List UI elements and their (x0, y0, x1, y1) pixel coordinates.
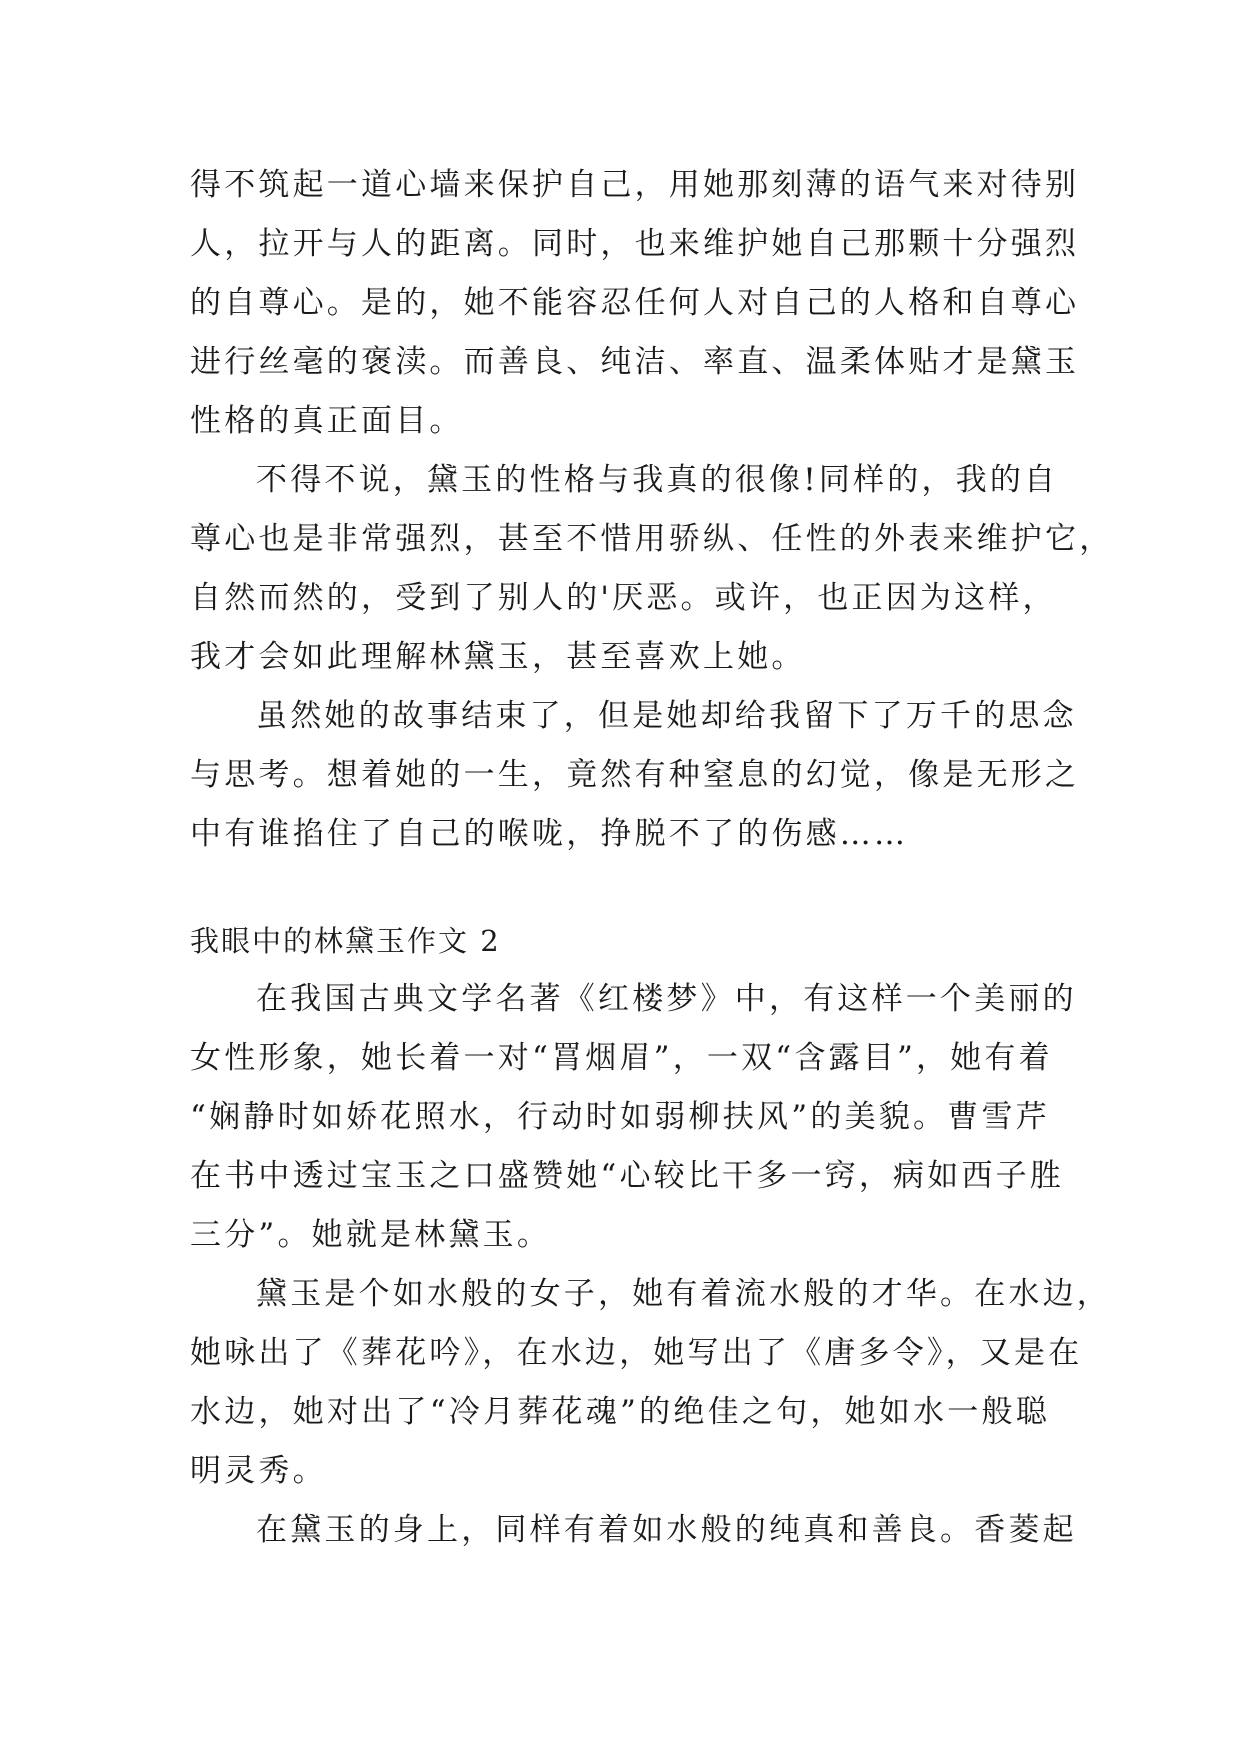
text-line: 人，拉开与人的距离。同时，也来维护她自己那颗十分强烈 (190, 226, 1080, 262)
text-line: 与思考。想着她的一生，竟然有种窒息的幻觉，像是无形之 (190, 757, 1080, 793)
text-line: 她咏出了《葬花吟》，在水边，她写出了《唐多令》，又是在 (190, 1335, 1083, 1371)
text-line: 进行丝毫的褒渎。而善良、纯洁、率直、温柔体贴才是黛玉 (190, 344, 1080, 380)
paragraph-3 (190, 687, 1080, 864)
text-line: 黛玉是个如水般的女子，她有着流水般的才华。在水边， (256, 1276, 1111, 1312)
text-line: “娴静时如娇花照水，行动时如弱柳扶风”的美貌。曹雪芹 (190, 1099, 1050, 1135)
text-line: 女性形象，她长着一对“罥烟眉”，一双“含露目”，她有着 (190, 1040, 1053, 1076)
text-line: 明灵秀。 (190, 1453, 327, 1489)
text-line: 中有谁掐住了自己的喉咙，挣脱不了的伤感…… (190, 816, 909, 852)
text-line: 的自尊心。是的，她不能容忍任何人对自己的人格和自尊心 (190, 285, 1080, 321)
text-line: 三分”。她就是林黛玉。 (190, 1217, 552, 1253)
text-line: 在黛玉的身上，同样有着如水般的纯真和善良。香菱起 (256, 1512, 1077, 1548)
text-line: 我才会如此理解林黛玉，甚至喜欢上她。 (190, 639, 806, 675)
text-line: 不得不说，黛玉的性格与我真的很像!同样的，我的自 (256, 462, 1059, 498)
section-heading (190, 912, 1050, 971)
text-line: 在我国古典文学名著《红楼梦》中，有这样一个美丽的 (256, 981, 1077, 1017)
text-line: 自然而然的，受到了别人的'厌恶。或许，也正因为这样， (190, 580, 1057, 616)
paragraph-6 (190, 1501, 1077, 1560)
paragraph-2 (190, 451, 1114, 687)
paragraph-4 (190, 970, 1077, 1265)
section-title: 我眼中的林黛玉作文 2 (190, 924, 501, 958)
paragraph-5 (190, 1265, 1111, 1501)
text-line: 尊心也是非常强烈，甚至不惜用骄纵、任性的外表来维护它， (190, 521, 1114, 557)
text-line: 性格的真正面目。 (190, 403, 464, 439)
text-line: 虽然她的故事结束了，但是她却给我留下了万千的思念 (256, 698, 1077, 734)
text-line: 得不筑起一道心墙来保护自己，用她那刻薄的语气来对待别 (190, 167, 1080, 203)
paragraph-1 (190, 156, 1080, 451)
text-line: 水边，她对出了“冷月葬花魂”的绝佳之句，她如水一般聪 (190, 1394, 1050, 1430)
text-line: 在书中透过宝玉之口盛赞她“心较比干多一窍，病如西子胜 (190, 1158, 1065, 1194)
